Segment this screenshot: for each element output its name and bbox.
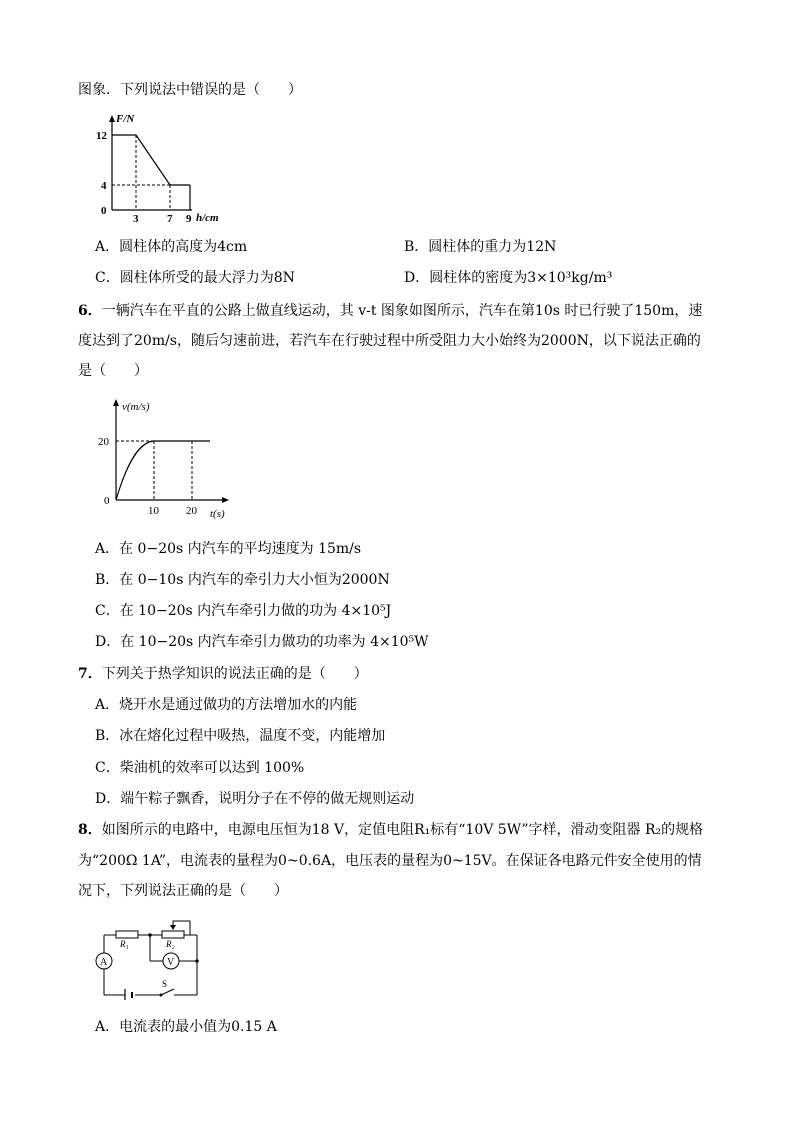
q7-option-d[interactable]: D．端午粽子飘香，说明分子在不停的做无规则运动 xyxy=(95,791,415,807)
q8-ammeter-label: A xyxy=(100,957,108,968)
q8-stem-line2: 为“200Ω 1A”，电流表的量程为0~0.6A，电压表的量程为0~15V。在保证各电路元件安全使用的情 xyxy=(78,853,702,869)
q5-ylabel: F/N xyxy=(116,113,135,125)
q5-option-b[interactable]: B．圆柱体的重力为12N xyxy=(404,239,557,255)
q5-force-depth-graph xyxy=(92,110,242,225)
q6-number: 6． xyxy=(78,303,102,319)
q8-stem-line1: 如图所示的电路中，电源电压恒为18 V，定值电阻R₁标有“10V 5W”字样，滑动变阻器 R₂的规格 xyxy=(101,822,704,838)
q6-line1 xyxy=(78,301,702,321)
q5-xtick-7: 7 xyxy=(167,213,173,225)
q6-option-d[interactable]: D．在 10−20s 内汽车牵引力做功的功率为 4×10⁵W xyxy=(95,634,429,650)
q6-ylabel: v(m/s) xyxy=(122,401,150,413)
q5-ytick-4: 4 xyxy=(101,180,107,192)
q7-number: 7． xyxy=(78,666,102,682)
q6-stem-line3: 是（ ） xyxy=(78,363,148,379)
q6-xtick-20: 20 xyxy=(186,505,197,517)
q5-xlabel: h/cm xyxy=(196,212,219,224)
q8-stem-line3: 况下，下列说法正确的是（ ） xyxy=(78,883,288,899)
q5-option-a[interactable]: A．圆柱体的高度为4cm xyxy=(95,239,248,255)
q5-xtick-9: 9 xyxy=(186,213,192,225)
q6-stem-line1: 一辆汽车在平直的公路上做直线运动，其 v-t 图象如图所示，汽车在第10s 时已行驶了150m，速 xyxy=(101,303,703,319)
q6-stem-line2: 度达到了20m/s，随后匀速前进，若汽车在行驶过程中所受阻力大小始终为2000N，以下说法正确的 xyxy=(78,333,701,349)
q7-option-b[interactable]: B．冰在熔化过程中吸热，温度不变，内能增加 xyxy=(95,728,386,744)
q6-xtick-10: 10 xyxy=(148,505,159,517)
rheostat-r2-icon xyxy=(162,931,184,938)
q5-xtick-0: 0 xyxy=(101,205,107,217)
q8-circuit-diagram xyxy=(90,915,210,1000)
q6-ytick-20: 20 xyxy=(98,436,109,448)
q7-option-a[interactable]: A．烧开水是通过做功的方法增加水的内能 xyxy=(95,697,358,713)
q6-xlabel: t(s) xyxy=(210,508,225,520)
q8-line1 xyxy=(78,820,703,840)
q8-r2-label: R₂ xyxy=(166,939,175,949)
q5-option-c[interactable]: C．圆柱体所受的最大浮力为8N xyxy=(95,270,295,286)
q5-stem-tail: 图象．下列说法中错误的是（ ） xyxy=(78,82,302,98)
q8-voltmeter-label: V xyxy=(167,957,175,968)
q6-velocity-time-graph xyxy=(92,396,242,524)
q8-switch-label: S xyxy=(162,979,168,989)
q6-option-a[interactable]: A．在 0−20s 内汽车的平均速度为 15m/s xyxy=(95,541,362,557)
q8-r1-label: R₁ xyxy=(120,939,129,949)
q5-option-d[interactable]: D．圆柱体的密度为3×10³kg/m³ xyxy=(404,270,613,286)
q8-number: 8． xyxy=(78,822,102,838)
resistor-r1-icon xyxy=(116,931,138,938)
q5-ytick-12: 12 xyxy=(96,130,107,142)
q6-option-b[interactable]: B．在 0−10s 内汽车的牵引力大小恒为2000N xyxy=(95,572,390,588)
q6-option-c[interactable]: C．在 10−20s 内汽车牵引力做的功为 4×10⁵J xyxy=(95,603,392,619)
q6-ytick-0: 0 xyxy=(104,495,110,507)
q7-line xyxy=(78,664,368,684)
q5-xtick-3: 3 xyxy=(133,213,139,225)
q8-option-a[interactable]: A．电流表的最小值为0.15 A xyxy=(95,1019,277,1035)
q7-stem: 下列关于热学知识的说法正确的是（ ） xyxy=(101,666,368,682)
q7-option-c[interactable]: C．柴油机的效率可以达到 100% xyxy=(95,760,305,776)
